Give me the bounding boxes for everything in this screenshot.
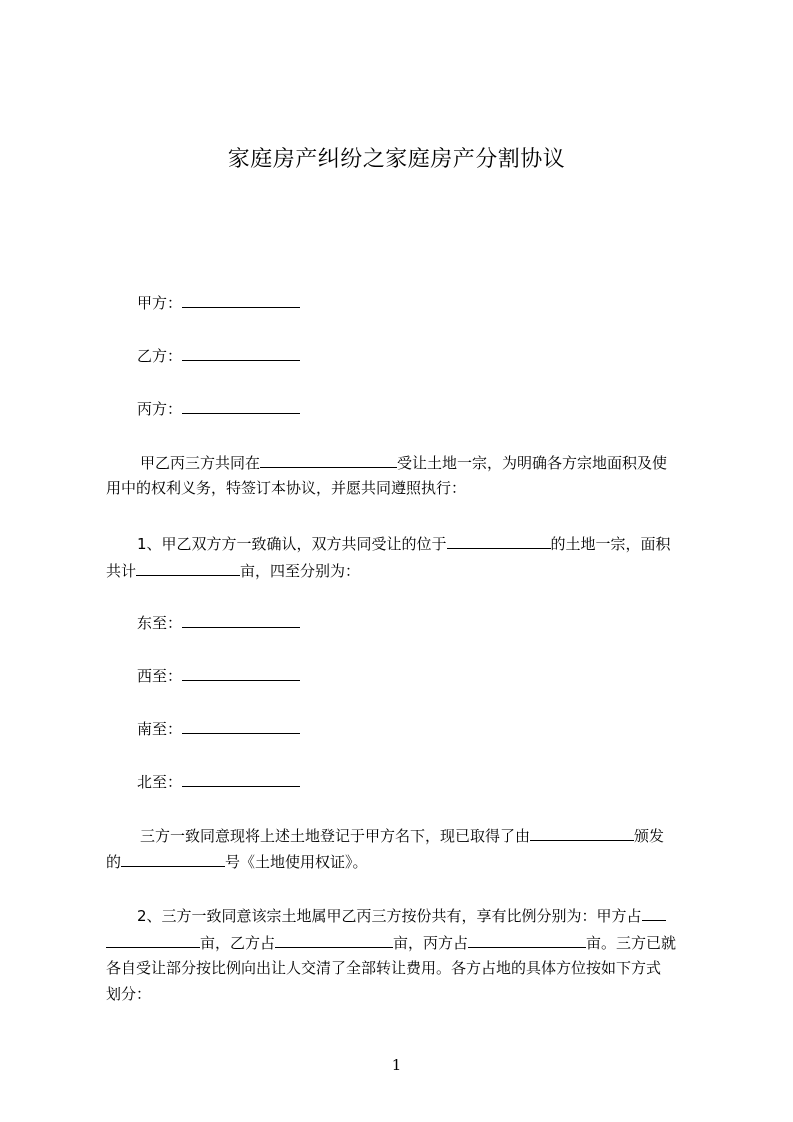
boundary-west-blank[interactable] [182,665,300,681]
clause1-location-blank[interactable] [447,533,551,549]
clause1-line-1 [137,533,671,554]
intro-text-1: 甲乙丙三方共同在 [140,454,261,472]
clause2-line-4: 划分： [106,985,152,1003]
boundary-north-blank[interactable] [182,771,300,787]
boundary-south-line [137,718,300,739]
party-a-label: 甲方： [137,294,183,312]
clause2-text-4: 亩。三方已就 [586,934,677,952]
clause1-area-blank[interactable] [136,560,240,576]
registration-line-2 [106,851,368,872]
boundary-south-blank[interactable] [182,718,300,734]
registration-certificate-blank[interactable] [121,851,225,867]
registration-issuer-blank[interactable] [530,825,634,841]
intro-line-1 [140,452,667,473]
registration-text-1: 三方一致同意现将上述土地登记于甲方名下，现已取得了由 [140,827,531,845]
clause2-party-a-blank-start[interactable] [642,905,666,921]
registration-text-4: 号《土地使用权证》。 [225,853,368,871]
boundary-south-label: 南至： [137,720,183,738]
clause2-text-2: 亩，乙方占 [200,934,276,952]
party-a-line [137,292,300,313]
party-a-blank[interactable] [182,292,300,308]
clause1-text-3: 共计 [106,562,137,580]
boundary-east-line [137,612,300,633]
boundary-east-blank[interactable] [182,612,300,628]
clause2-line-2 [106,932,676,953]
page-number: 1 [391,1056,402,1074]
party-b-line [137,345,300,366]
registration-text-2: 颁发 [634,827,665,845]
boundary-north-label: 北至： [137,773,183,791]
clause2-text-3: 亩，丙方占 [393,934,469,952]
registration-line-1 [140,825,664,846]
boundary-west-label: 西至： [137,667,183,685]
clause2-party-a-blank[interactable] [106,932,200,948]
party-b-label: 乙方： [137,347,183,365]
boundary-west-line [137,665,300,686]
clause1-text-4: 亩，四至分别为： [240,562,361,580]
clause1-line-2 [106,560,360,581]
party-b-blank[interactable] [182,345,300,361]
registration-text-3: 的 [106,853,122,871]
clause1-text-1: 1、甲乙双方方一致确认，双方共同受让的位于 [137,535,447,553]
intro-line-2: 用中的权利义务，特签订本协议，并愿共同遵照执行： [106,479,467,497]
boundary-north-line [137,771,300,792]
clause2-party-b-blank[interactable] [275,932,393,948]
party-c-line [137,398,300,419]
boundary-east-label: 东至： [137,614,183,632]
clause1-text-2: 的土地一宗，面积 [550,535,671,553]
clause2-line-3: 各自受让部分按比例向出让人交清了全部转让费用。各方占地的具体方位按如下方式 [106,959,662,977]
party-c-label: 丙方： [137,400,183,418]
clause2-party-c-blank[interactable] [468,932,586,948]
clause2-text-1: 2、三方一致同意该宗土地属甲乙丙三方按份共有，享有比例分别为：甲方占 [137,907,642,925]
intro-text-2: 受让土地一宗，为明确各方宗地面积及使 [397,454,668,472]
clause2-line-1 [137,905,666,926]
intro-location-blank[interactable] [260,452,397,468]
document-title: 家庭房产纠纷之家庭房产分割协议 [227,147,566,172]
party-c-blank[interactable] [182,398,300,414]
